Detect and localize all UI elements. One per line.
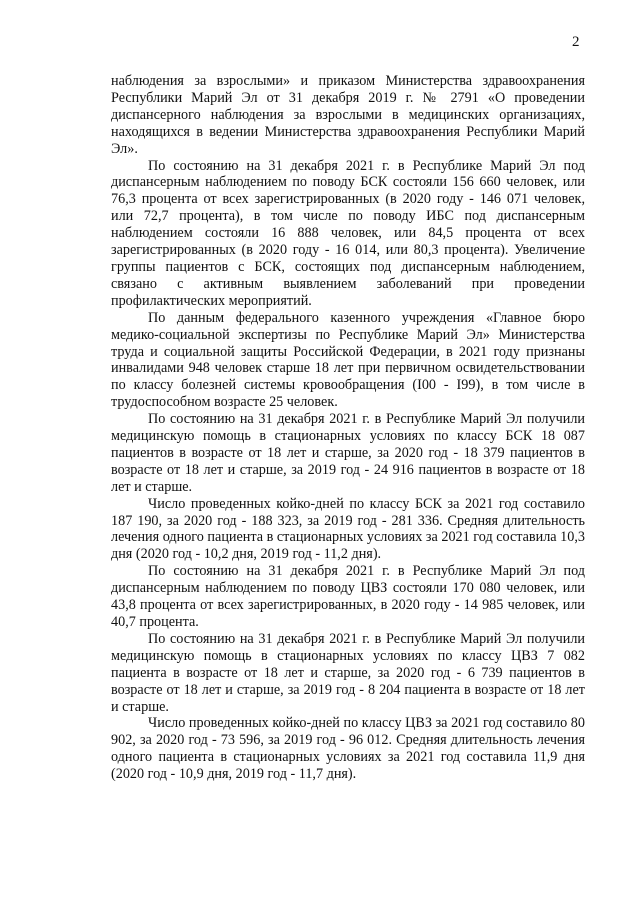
paragraph-cvd-bed-days: Число проведенных койко-дней по классу ЦВЗ за 2021 год составило 80 902, за 2020 год - 73 596, за 2019 год - 96 012. Средняя длительность лечения одного пациента в стационарных условиях за 2021 год составила 11,9 дня (2020 год - 10,9 дня, 2019 год - 11,7 дня). (111, 715, 585, 783)
paragraph-continuation: наблюдения за взрослыми» и приказом Министерства здравоохранения Республики Марий Эл от 31 декабря 2019 г. № 2791 «О проведении диспансерного наблюдения за взрослыми в медицинских организациях, находящихся в ведении Министерства здравоохранения Республики Марий Эл». (111, 73, 585, 157)
paragraph-bsk-bed-days: Число проведенных койко-дней по классу БСК за 2021 год составило 187 190, за 2020 год - 188 323, за 2019 год - 281 336. Средняя длительность лечения одного пациента в стационарных условиях за 2021 год составила 10,3 дня (2020 год - 10,2 дня, 2019 год - 11,2 дня). (111, 495, 585, 563)
paragraph-cvd-inpatient: По состоянию на 31 декабря 2021 г. в Республике Марий Эл получили медицинскую помощь в стационарных условиях по классу ЦВЗ 7 082 пациента в возрасте от 18 лет и старше, за 2020 год - 6 739 пациентов в возрасте от 18 лет и старше, за 2019 год - 8 204 пациента в возрасте от 18 лет и старше. (111, 630, 585, 715)
paragraph-bsk-inpatient: По состоянию на 31 декабря 2021 г. в Республике Марий Эл получили медицинскую помощь в стационарных условиях по классу БСК 18 087 пациентов в возрасте от 18 лет и старше, за 2020 год - 18 379 пациентов в возрасте от 18 лет и старше, за 2019 год - 24 916 пациентов в возрасте от 18 лет и старше. (111, 411, 585, 495)
paragraph-disability: По данным федерального казенного учреждения «Главное бюро медико-социальной экспертизы по Республике Марий Эл» Министерства труда и социальной защиты Российской Федерации, в 2021 году признаны инвалидами 948 человек старше 18 лет при первичном освидетельствовании по классу болезней системы кровообращения (I00 - I99), в том числе в трудоспособном возрасте 25 человек. (111, 309, 585, 411)
page-number: 2 (572, 34, 580, 50)
paragraph-bsk-dispensary: По состоянию на 31 декабря 2021 г. в Республике Марий Эл под диспансерным наблюдением по поводу БСК состояли 156 660 человек, или 76,3 процента от всех зарегистрированных (в 2020 году - 146 071 человек, или 72,7 процента), в том числе по поводу ИБС под диспансерным наблюдением состояли 16 888 человек, или 84,5 процента от всех зарегистрированных (в 2020 году - 16 014, или 80,3 процента). Увеличение группы пациентов с БСК, состоящих под диспансерным наблюдением, связано с активным выявлением заболеваний при проведении профилактических мероприятий. (111, 157, 585, 309)
document-body (111, 73, 585, 783)
paragraph-cvd-dispensary: По состоянию на 31 декабря 2021 г. в Республике Марий Эл под диспансерным наблюдением по поводу ЦВЗ состояли 170 080 человек, или 43,8 процента от всех зарегистрированных, в 2020 году - 14 985 человек, или 40,7 процента. (111, 563, 585, 630)
